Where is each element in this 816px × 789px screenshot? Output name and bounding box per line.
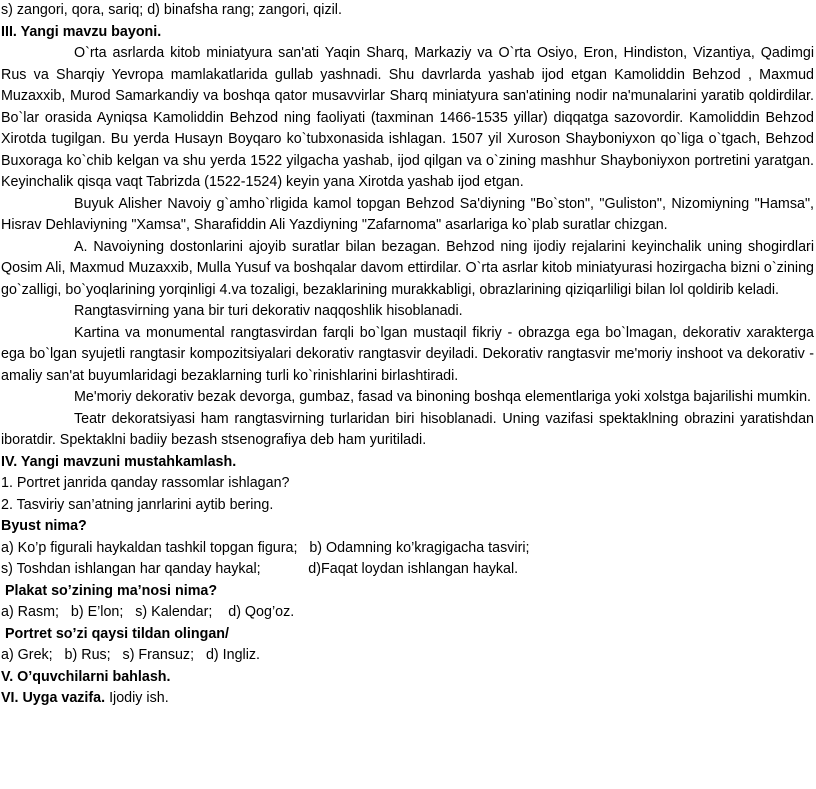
homework-text: Ijodiy ish. <box>105 690 169 706</box>
question-bust-options-1: a) Ko’p figurali haykaldan tashkil topgan figura; b) Odamning ko’kragigacha tasviri; <box>1 539 530 556</box>
question-bust: Byust nima? <box>1 518 87 534</box>
paragraph-theatre-decoration: Teatr dekoratsiyasi ham rangtasvirning turlaridan biri hisoblanadi. Uning vazifasi spektaklning obrazini yaratishdan iboratdir. Spektaklni badiiy bezash stsenografiya deb ham yuritiladi. <box>1 410 814 448</box>
question-2: 2. Tasviriy san’atning janrlarini aytib bering. <box>1 496 274 513</box>
paragraph-miniature-art: O`rta asrlarda kitob miniatyura san'ati Yaqin Sharq, Markaziy va O`rta Osiyo, Eron, Hindiston, Vizantiya, Qadimgi Rus va Sharqiy Yevropa mamlakatlarida gullab yashnadi. Shu davrlarda yashab ijod etgan Kamoliddin Behzod , Maxmud Muzaxxib, Murod Samarkandiy va boshqa qator musavvirlar Sharq miniatyura san'atining nodir na'munalarini yaratib qoldirdilar. Bo`lar orasida Ayniqsa Kamoliddin Behzod ning faoliyati (taxminan 1466-1535 yillar) diqqatga sazovordir. Kamoliddin Behzod Xirotda tugilgan. Bu yerda Husayn Boyqaro ko`tubxonasida ishlagan. 1507 yil Xuroson Shayboniyxon qo`liga o`tgach, Behzod Buxoraga ko`chib kelgan va shu yerda 1522 yilgacha yashab, ijod qilgan va o`zining mashhur Shayboniyxon portretini yaratgan. Keyinchalik qisqa vaqt Tabrizda (1522-1524) keyin yana Xirotda yashab ijod etgan. <box>1 45 814 190</box>
section-heading-new-topic: III. Yangi mavzu bayoni. <box>1 23 162 40</box>
section-heading-grading: V. O’quvchilarni bahlash. <box>1 668 171 685</box>
question-1: 1. Portret janrida qanday rassomlar ishlagan? <box>1 475 290 491</box>
answer-options-line: s) zangori, qora, sariq; d) binafsha rang; zangori, qizil. <box>1 2 342 18</box>
question-poster: Plakat so’zining ma’nosi nima? <box>1 582 218 599</box>
question-poster-options: a) Rasm; b) E’lon; s) Kalendar; d) Qog’oz. <box>1 604 295 620</box>
question-bust-options-2: s) Toshdan ishlangan har qanday haykal; d)Faqat loydan ishlangan haykal. <box>1 561 519 577</box>
paragraph-decorative-painting: Rangtasvirning yana bir turi dekorativ naqqoshlik hisoblanadi. <box>74 303 463 319</box>
question-portrait-options: a) Grek; b) Rus; s) Fransuz; d) Ingliz. <box>1 647 260 663</box>
section-heading-homework: VI. Uyga vazifa. <box>1 690 106 706</box>
paragraph-monumental-painting: Kartina va monumental rangtasvirdan farqli bo`lgan mustaqil fikriy - obrazga ega bo`lmagan, dekorativ xarakterga ega bo`lgan syujetli rangtasir kompozitsiyalari dekorativ rangtasvir deyiladi. Dekorativ rangtasvir me'moriy inshoot va dekorativ - amaliy san'at buyumlaridagi bezaklarning turli ko`rinishlarini birlashtiradi. <box>1 324 814 384</box>
paragraph-behzod-illustrations: Buyuk Alisher Navoiy g`amho`rligida kamol topgan Behzod Sa'diyning "Bo`ston", "Guliston", Nizomiyning "Hamsa", Hisrav Dehlaviyning "Xamsa", Sharafiddin Ali Yazdiyning "Zafarnoma" asarlariga ko`plab suratlar chizgan. <box>1 195 814 233</box>
question-portrait: Portret so’zi qaysi tildan olingan/ <box>1 625 229 642</box>
paragraph-navoiy-epics: A. Navoiyning dostonlarini ajoyib suratlar bilan bezagan. Behzod ning ijodiy rejalarini keyinchalik uning shogirdlari Qosim Ali, Maxmud Muzaxxib, Mulla Yusuf va boshqalar davom ettirdilar. O`rta asrlar kitob miniatyurasi hozirgacha bizni o`zining go`zalligi, bo`yoqlarining yorqinligi 4.va tozaligi, bezaklarining murakkabligi, obrazlarining qiziqarliligi bilan lol qoldirib keladi. <box>1 238 814 298</box>
section-homework-line <box>1 688 814 710</box>
section-heading-reinforcement: IV. Yangi mavzuni mustahkamlash. <box>1 453 237 470</box>
paragraph-architectural-decor: Me'moriy dekorativ bezak devorga, gumbaz, fasad va binoning boshqa elementlariga yoki xolstga bajarilishi mumkin. <box>74 389 812 405</box>
